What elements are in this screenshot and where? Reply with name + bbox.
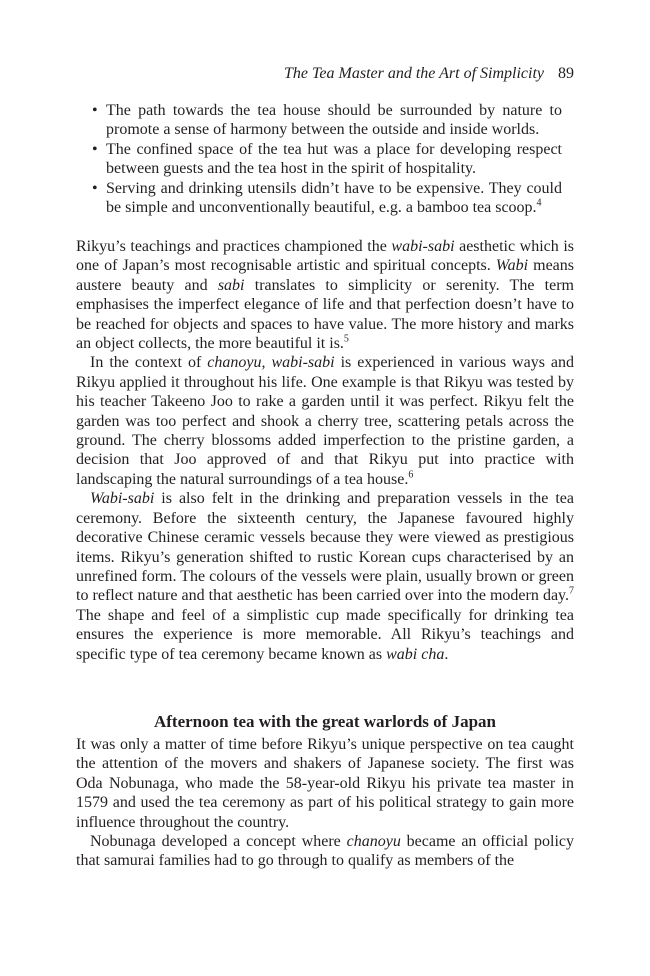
running-header xyxy=(76,64,574,84)
footnote-ref: 4 xyxy=(536,197,542,209)
bullet-icon: • xyxy=(92,179,98,197)
footnote-ref: 6 xyxy=(408,469,414,481)
bullet-icon: • xyxy=(92,140,98,158)
body-text-upper xyxy=(76,237,574,664)
footnote-ref: 5 xyxy=(343,333,349,345)
bullet-list xyxy=(92,101,562,217)
bullet-icon: • xyxy=(92,102,98,119)
paragraph: Rikyu’s teachings and practices championed the wabi-sabi aesthetic which is one of Japan’s most recognisable artistic and spiritual concepts. Wabi means austere beauty and sabi translates to simplicity or serenity. The term emphasises the imperfect elegance of life and that perfection doesn’t have to be reached for objects and spaces to have value. The more history and marks an object collects, the more beautiful it is.$^5$ xyxy=(76,238,574,353)
list-item: • Serving and drinking utensils didn’t have to be expensive. They could be simple and unconventionally beautiful, e.g. a bamboo tea scoop.$^4$ xyxy=(92,179,562,217)
footnote-ref: 7 xyxy=(569,585,574,597)
paragraph: It was only a matter of time before Rikyu’s unique perspective on tea caught the attention of the movers and shakers of Japanese society. The first was Oda Nobunaga, who made the 58-year-old Rikyu his private tea master in 1579 and used the tea ceremony as part of his political strategy to gain more influence throughout the country. xyxy=(76,736,574,831)
paragraph: In the context of chanoyu, wabi-sabi is experienced in various ways and Rikyu applied it throughout his life. One example is that Rikyu was tested by his teacher Takeeno Joo to rake a garden until it was perfect. Rikyu felt the garden was too perfect and shook a cherry tree, scattering petals across the ground. The cherry blossoms added imperfection to the pristine garden, a decision that Joo approved of and that Rikyu put into practice with landscaping the natural surroundings of a tea house.$^6$ xyxy=(76,354,575,488)
running-title: The Tea Master and the Art of Simplicity xyxy=(284,65,544,82)
page-number: 89 xyxy=(558,65,574,82)
paragraph: Nobunaga developed a concept where chanoyu became an official policy that samurai families had to go through to qualify as members of the xyxy=(76,833,574,870)
list-item: • The confined space of the tea hut was a place for developing respect between guests and the tea host in the spirit of hospitality. xyxy=(92,140,562,178)
paragraph: Wabi-sabi is also felt in the drinking and preparation vessels in the tea ceremony. Before the sixteenth century, the Japanese favoured highly decorative Chinese ceramic vessels because they were viewed as prestigious items. Rikyu’s generation shifted to rustic Korean cups characterised by an unrefined form. The colours of the vessels were plain, usually brown or green to reflect nature and that aesthetic has been carried over into the modern day.$^7$ The shape and feel of a simplistic cup made specifically for drinking tea ensures the experience is more memorable. All Rikyu’s teachings and specific type of tea ceremony became known as wabi cha. xyxy=(76,490,574,663)
body-text-lower xyxy=(76,735,574,871)
section-heading: Afternoon tea with the great warlords of Japan xyxy=(153,712,496,731)
list-item: • The path towards the tea house should be surrounded by nature to promote a sense of harmony between the outside and inside worlds. xyxy=(92,102,562,139)
